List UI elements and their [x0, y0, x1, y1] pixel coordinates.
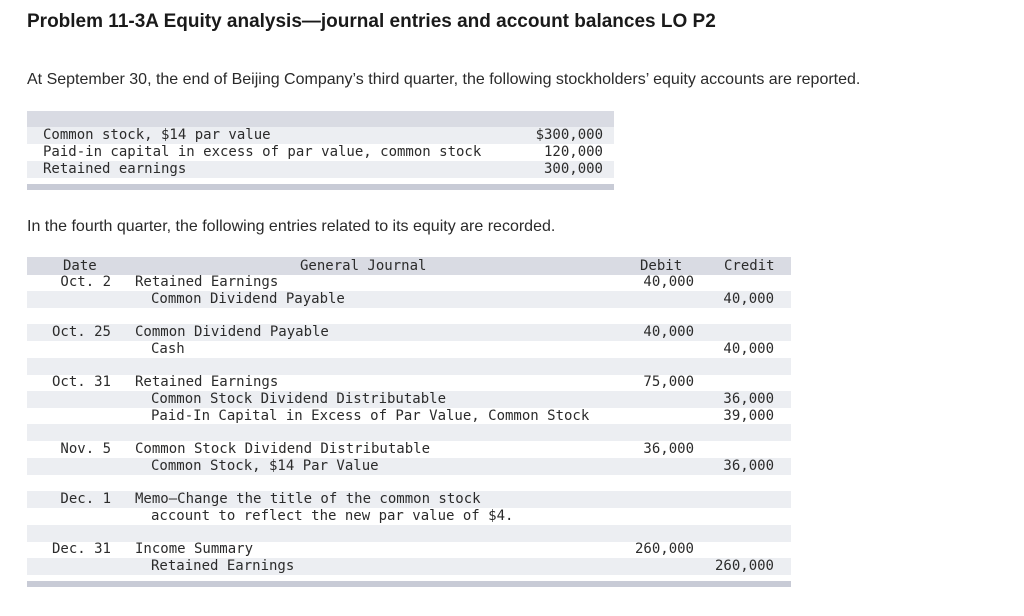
account-title: Retained Earnings — [135, 374, 279, 391]
table-row — [27, 127, 614, 144]
entry-date: Dec. 1 — [60, 491, 111, 508]
account-title: account to reflect the new par value of $4. — [151, 507, 514, 524]
table-row — [27, 324, 791, 341]
credit-amount: 36,000 — [723, 457, 774, 474]
account-label: Common stock, $14 par value — [43, 127, 271, 143]
table-row — [27, 458, 791, 475]
entry-date: Dec. 31 — [51, 541, 111, 558]
table-row — [27, 491, 791, 508]
debit-amount: 260,000 — [634, 541, 694, 558]
entry-date: Oct. 25 — [51, 324, 111, 341]
table-row — [27, 508, 791, 525]
table-row — [27, 541, 791, 558]
entry-date: Oct. 31 — [51, 374, 111, 391]
fourth-quarter-text: In the fourth quarter, the following entries related to its equity are recorded. — [27, 218, 556, 235]
spacer-row — [27, 525, 791, 542]
header-date: Date — [63, 258, 97, 274]
account-title: Common Stock Dividend Distributable — [151, 390, 447, 407]
table-row — [27, 408, 791, 425]
credit-amount: 40,000 — [723, 340, 774, 357]
equity-balances-table — [27, 111, 614, 190]
account-title: Common Stock, $14 Par Value — [151, 457, 379, 474]
header-credit: Credit — [724, 258, 775, 274]
account-title: Common Dividend Payable — [151, 290, 345, 307]
table-footer-bar — [27, 184, 614, 190]
table-header-bar — [27, 111, 614, 127]
table-row — [27, 274, 791, 291]
debit-amount: 36,000 — [643, 441, 694, 457]
account-title: Retained Earnings — [151, 557, 295, 574]
journal-header — [27, 257, 791, 275]
table-row — [27, 341, 791, 358]
account-title: Common Dividend Payable — [135, 324, 329, 341]
header-debit: Debit — [640, 258, 683, 274]
account-label: Retained earnings — [43, 161, 187, 177]
table-row — [27, 291, 791, 308]
entry-date: Nov. 5 — [60, 441, 111, 457]
debit-amount: 40,000 — [643, 324, 694, 341]
spacer-row — [27, 474, 791, 491]
account-title: Income Summary — [135, 541, 254, 558]
table-row — [27, 374, 791, 391]
account-label: Paid-in capital in excess of par value, common stock — [43, 144, 482, 160]
credit-amount: 36,000 — [723, 390, 774, 407]
entry-date: Oct. 2 — [60, 274, 111, 290]
credit-amount: 39,000 — [723, 407, 774, 424]
credit-amount: 260,000 — [714, 557, 774, 574]
table-row — [27, 391, 791, 408]
spacer-row — [27, 424, 791, 441]
credit-amount: 40,000 — [723, 290, 774, 307]
header-general-journal: General Journal — [300, 258, 427, 274]
account-title: Cash — [151, 340, 185, 357]
account-title: Memo—Change the title of the common stock — [135, 491, 481, 508]
account-title: Retained Earnings — [135, 274, 279, 290]
page-title: Problem 11-3A Equity analysis—journal entries and account balances LO P2 — [27, 11, 716, 32]
spacer-row — [27, 307, 791, 324]
account-title: Paid-In Capital in Excess of Par Value, Common Stock — [151, 407, 590, 424]
debit-amount: 75,000 — [643, 374, 694, 391]
table-row — [27, 161, 614, 178]
debit-amount: 40,000 — [643, 274, 694, 290]
account-amount: $300,000 — [535, 127, 603, 143]
table-row — [27, 441, 791, 458]
account-amount: 120,000 — [543, 144, 603, 160]
table-row — [27, 144, 614, 161]
journal-footer-bar — [27, 581, 791, 587]
general-journal-table — [27, 257, 791, 587]
table-row — [27, 558, 791, 575]
intro-text: At September 30, the end of Beijing Company’s third quarter, the following stockholders’ equity accounts are reported. — [27, 71, 861, 88]
account-title: Common Stock Dividend Distributable — [135, 441, 431, 457]
spacer-row — [27, 358, 791, 375]
account-amount: 300,000 — [543, 161, 603, 177]
